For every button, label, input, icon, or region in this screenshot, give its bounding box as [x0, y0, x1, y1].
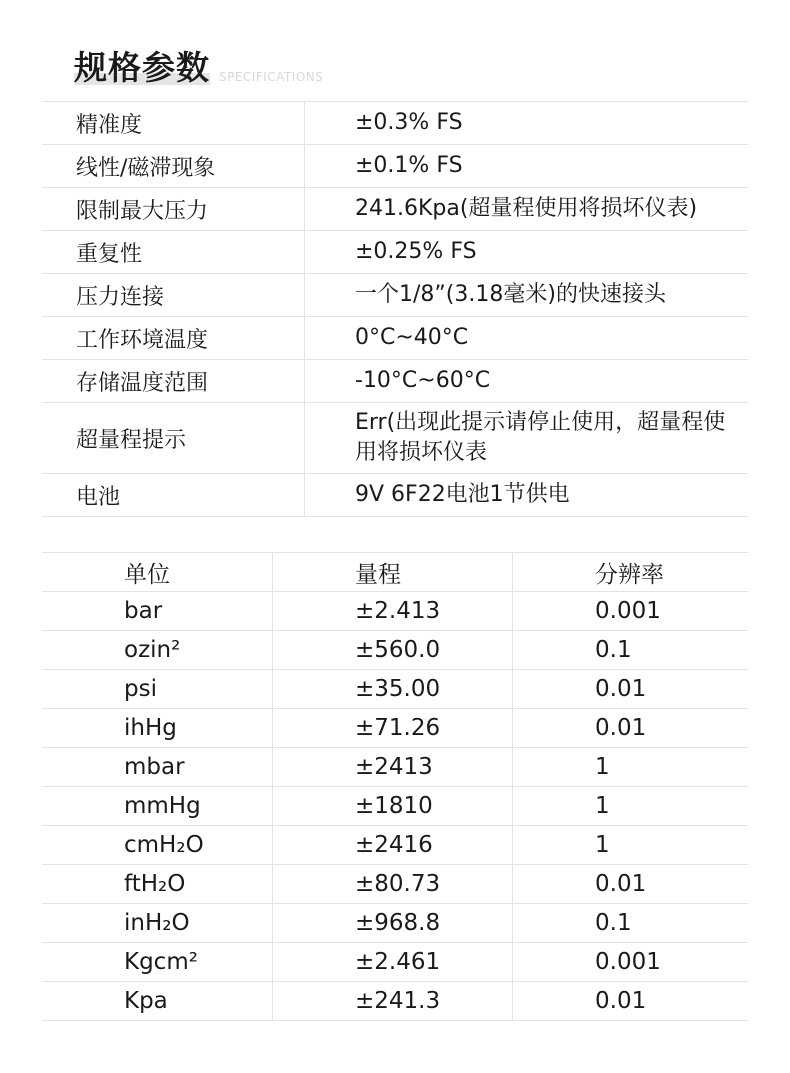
table-row	[42, 787, 748, 826]
table-row	[42, 748, 748, 787]
unit-cell: mbar	[42, 748, 273, 787]
resolution-cell: 0.1	[513, 904, 749, 943]
resolution-cell: 0.01	[513, 670, 749, 709]
resolution-cell: 0.001	[513, 943, 749, 982]
resolution-cell: 1	[513, 826, 749, 865]
range-cell: ±80.73	[273, 865, 513, 904]
spec-key: 限制最大压力	[42, 188, 305, 231]
table-row	[42, 709, 748, 748]
page-title: 规格参数	[74, 48, 210, 87]
spec-key: 线性/磁滞现象	[42, 145, 305, 188]
spec-value: ±0.1% FS	[305, 145, 749, 188]
table-row	[42, 592, 748, 631]
resolution-cell: 1	[513, 787, 749, 826]
unit-cell: Kpa	[42, 982, 273, 1021]
range-cell: ±2.413	[273, 592, 513, 631]
specifications-table	[42, 101, 748, 517]
spec-row	[42, 188, 748, 231]
table-row	[42, 982, 748, 1021]
spec-row	[42, 403, 748, 474]
unit-cell: ftH₂O	[42, 865, 273, 904]
resolution-cell: 0.01	[513, 709, 749, 748]
table-row	[42, 865, 748, 904]
unit-cell: ozin²	[42, 631, 273, 670]
spec-key: 电池	[42, 474, 305, 517]
spec-value: 一个1/8”(3.18毫米)的快速接头	[305, 274, 749, 317]
range-cell: ±241.3	[273, 982, 513, 1021]
range-cell: ±968.8	[273, 904, 513, 943]
range-cell: ±560.0	[273, 631, 513, 670]
header-resolution: 分辨率	[513, 553, 749, 592]
spec-key: 精准度	[42, 102, 305, 145]
spec-key: 压力连接	[42, 274, 305, 317]
spec-row	[42, 145, 748, 188]
table-row	[42, 943, 748, 982]
spec-value: 9V 6F22电池1节供电	[305, 474, 749, 517]
header-range: 量程	[273, 553, 513, 592]
resolution-cell: 0.01	[513, 982, 749, 1021]
page-subtitle: SPECIFICATIONS	[219, 70, 324, 84]
unit-cell: mmHg	[42, 787, 273, 826]
spec-value: Err(出现此提示请停止使用，超量程使用将损坏仪表	[305, 403, 749, 474]
table-row	[42, 631, 748, 670]
unit-cell: psi	[42, 670, 273, 709]
range-cell: ±1810	[273, 787, 513, 826]
units-range-table	[42, 552, 748, 1021]
unit-cell: cmH₂O	[42, 826, 273, 865]
unit-cell: inH₂O	[42, 904, 273, 943]
spec-row	[42, 474, 748, 517]
spec-value: 241.6Kpa(超量程使用将损坏仪表)	[305, 188, 749, 231]
spec-value: -10°C~60°C	[305, 360, 749, 403]
resolution-cell: 0.01	[513, 865, 749, 904]
spec-key: 重复性	[42, 231, 305, 274]
table-row	[42, 904, 748, 943]
table-row	[42, 670, 748, 709]
spec-row	[42, 231, 748, 274]
spec-key: 超量程提示	[42, 403, 305, 474]
spec-key: 工作环境温度	[42, 317, 305, 360]
spec-row	[42, 274, 748, 317]
unit-cell: ihHg	[42, 709, 273, 748]
resolution-cell: 1	[513, 748, 749, 787]
spec-row	[42, 317, 748, 360]
range-cell: ±2416	[273, 826, 513, 865]
table-header-row	[42, 553, 748, 592]
spec-value: ±0.25% FS	[305, 231, 749, 274]
unit-cell: Kgcm²	[42, 943, 273, 982]
spec-row	[42, 102, 748, 145]
spec-value: 0°C~40°C	[305, 317, 749, 360]
range-cell: ±71.26	[273, 709, 513, 748]
unit-cell: bar	[42, 592, 273, 631]
header-unit: 单位	[42, 553, 273, 592]
spec-value: ±0.3% FS	[305, 102, 749, 145]
range-cell: ±35.00	[273, 670, 513, 709]
resolution-cell: 0.001	[513, 592, 749, 631]
range-cell: ±2.461	[273, 943, 513, 982]
range-cell: ±2413	[273, 748, 513, 787]
table-row	[42, 826, 748, 865]
spec-row	[42, 360, 748, 403]
spec-key: 存储温度范围	[42, 360, 305, 403]
resolution-cell: 0.1	[513, 631, 749, 670]
